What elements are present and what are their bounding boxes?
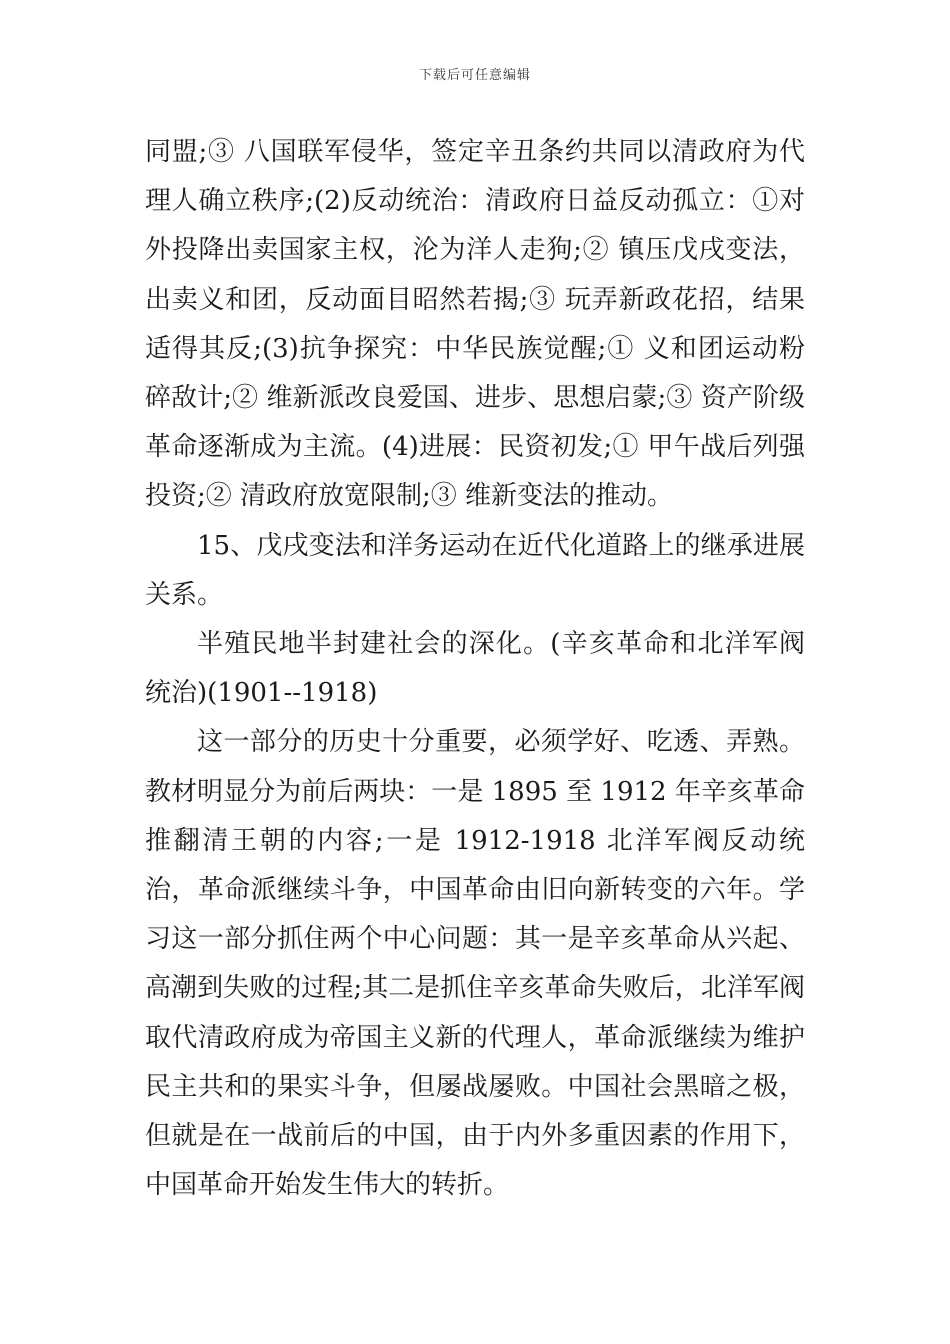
paragraph-4: 这一部分的历史十分重要，必须学好、吃透、弄熟。教材明显分为前后两块：一是 1895 至 1912 年辛亥革命推翻清王朝的内容;一是 1912-1918 北洋军阀反动统治，革命派继续斗争，中国革命由旧向新转变的六年。学习这一部分抓住两个中心问题：其一是辛亥革命从兴起、高潮到失败的过程;其二是抓住辛亥革命失败后，北洋军阀取代清政府成为帝国主义新的代理人，革命派继续为维护民主共和的果实斗争，但屡战屡败。中国社会黑暗之极，但就是在一战前后的中国，由于内外多重因素的作用下，中国革命开始发生伟大的转折。 [145, 727, 805, 1201]
paragraph-3: 半殖民地半封建社会的深化。(辛亥革命和北洋军阀统治)(1901--1918) [145, 629, 805, 709]
paragraph-1: 同盟;③ 八国联军侵华，签定辛丑条约共同以清政府为代理人确立秩序;(2)反动统治：清政府日益反动孤立：①对外投降出卖国家主权，沦为洋人走狗;② 镇压戊戌变法，出卖义和团，反动面目昭然若揭;③ 玩弄新政花招，结果适得其反;(3)抗争探究：中华民族觉醒;① 义和团运动粉碎敌计;② 维新派改良爱国、进步、思想启蒙;③ 资产阶级革命逐渐成为主流。(4)进展：民资初发;① 甲午战后列强投资;② 清政府放宽限制;③ 维新变法的推动。 [145, 137, 805, 512]
page-header: 下载后可任意编辑 [418, 68, 531, 83]
paragraph-2: 15、戊戌变法和洋务运动在近代化道路上的继承进展关系。 [145, 530, 805, 610]
document-body [145, 128, 805, 1210]
